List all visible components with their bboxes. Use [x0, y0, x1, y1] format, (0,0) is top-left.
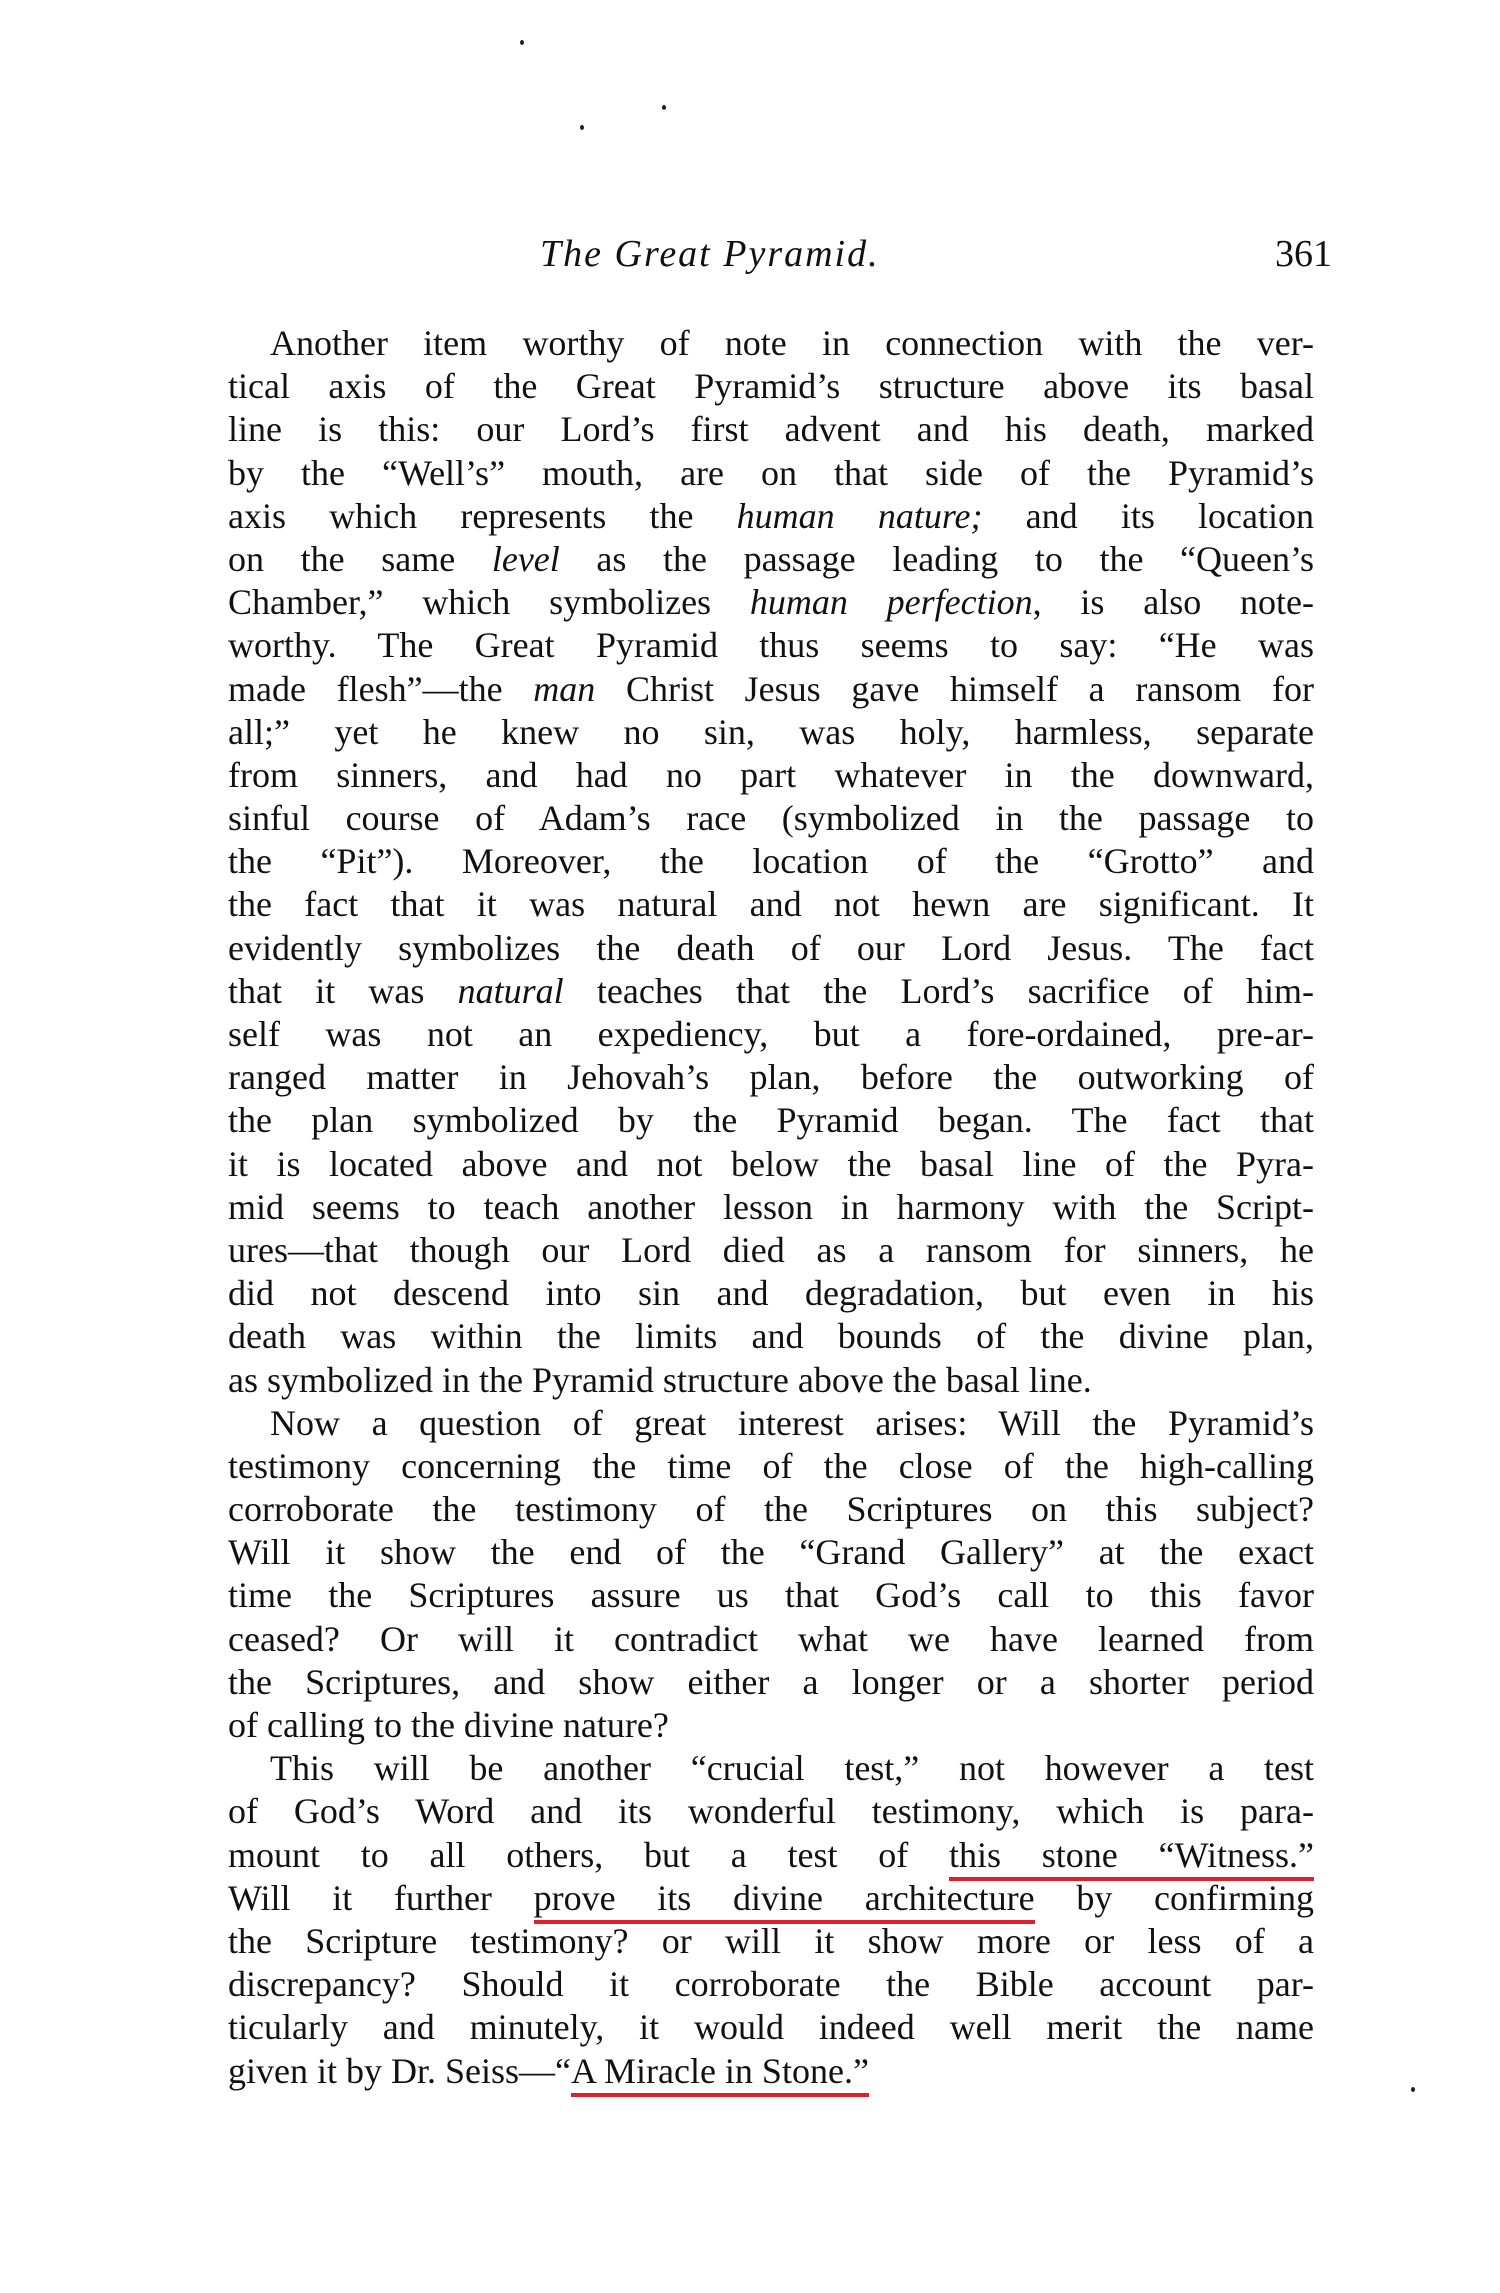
text-span: Another item worthy of note in connection with the ver- [270, 323, 1314, 363]
scan-speck [1411, 2087, 1415, 2092]
text-span: evidently symbolizes the death of our Lord Jesus. The fact [228, 927, 1314, 968]
text-line [228, 1099, 1314, 1142]
text-span: line is this: our Lord’s first advent and his death, marked [228, 409, 1314, 450]
text-span: it is located above and not below the basal line of the Pyra- [228, 1143, 1314, 1184]
text-span: from sinners, and had no part whatever in the downward, [228, 754, 1314, 795]
text-span: self was not an expediency, but a fore-ordained, pre-ar- [228, 1014, 1314, 1054]
text-line [228, 1402, 1314, 1445]
text-span: on the same [228, 538, 492, 579]
red-underline-highlight: A Miracle in Stone.” [571, 2051, 869, 2097]
text-span: ceased? Or will it contradict what we have learned from [228, 1618, 1314, 1659]
text-line [228, 1272, 1314, 1315]
italic-text: human perfection [749, 582, 1033, 623]
text-span: , is also note- [1032, 582, 1314, 623]
text-span: This will be another “crucial test,” not however a test [270, 1748, 1314, 1789]
text-line [228, 365, 1314, 408]
text-span: all;” yet he knew no sin, was holy, harmless, separate [228, 711, 1314, 752]
text-span: the fact that it was natural and not hewn are significant. It [228, 884, 1314, 925]
text-span: time the Scriptures assure us that God’s call to this favor [228, 1575, 1314, 1616]
text-line [228, 797, 1314, 840]
text-line [228, 408, 1314, 451]
text-line [228, 927, 1314, 970]
text-span: the Scriptures, and show either a longer or a shorter period [228, 1661, 1314, 1702]
text-line [228, 1013, 1314, 1056]
text-span: teaches that the Lord’s sacrifice of him- [563, 970, 1314, 1011]
text-line [228, 883, 1314, 926]
text-span: the Scripture testimony? or will it show more or less of a [228, 1920, 1314, 1961]
text-line [228, 840, 1314, 883]
text-span: by the “Well’s” mouth, are on that side of the Pyramid’s [228, 452, 1314, 493]
text-line [228, 1661, 1314, 1704]
text-span: ranged matter in Jehovah’s plan, before the outworking of [228, 1057, 1314, 1098]
text-span: of calling to the divine nature? [228, 1705, 669, 1745]
text-line [228, 495, 1314, 538]
body-text [228, 322, 1314, 2093]
text-span: mount to all others, but a test of [228, 1834, 949, 1875]
text-line [228, 1445, 1314, 1488]
text-span: sinful course of Adam’s race (symbolized in the passage to [228, 798, 1314, 839]
text-line [228, 624, 1314, 667]
text-span: Will it show the end of the “Grand Gallery” at the exact [228, 1532, 1314, 1573]
text-span: made flesh”—the [228, 668, 534, 709]
italic-text: level [491, 538, 560, 579]
text-line [228, 538, 1314, 581]
text-span: by confirming [1034, 1877, 1314, 1918]
italic-text: natural [457, 970, 564, 1011]
text-line [228, 1359, 1314, 1402]
scan-speck [520, 40, 524, 45]
text-span: discrepancy? Should it corroborate the Bible account par- [228, 1964, 1314, 2005]
text-line [228, 1574, 1314, 1617]
text-line [228, 1143, 1314, 1186]
text-span: did not descend into sin and degradation, but even in his [228, 1273, 1314, 1314]
scan-speck [662, 105, 666, 110]
text-line [228, 1056, 1314, 1099]
text-line [228, 1531, 1314, 1574]
text-span: corroborate the testimony of the Scriptures on this subject? [228, 1489, 1314, 1530]
text-line [228, 711, 1314, 754]
text-line [228, 1229, 1314, 1272]
text-span: given it by Dr. Seiss—“ [228, 2050, 571, 2091]
text-span: as the passage leading to the “Queen’s [559, 538, 1315, 579]
italic-text: man [533, 668, 596, 709]
text-line [228, 1790, 1314, 1833]
text-span: the “Pit”). Moreover, the location of the “Grotto” and [228, 841, 1314, 882]
text-line [228, 970, 1314, 1013]
text-line [228, 1186, 1314, 1229]
text-span: worthy. The Great Pyramid thus seems to say: “He was [228, 625, 1314, 666]
text-line [228, 581, 1314, 624]
text-span: axis which represents the [228, 495, 737, 536]
text-span: Will it further [228, 1877, 534, 1918]
text-span: that it was [228, 970, 458, 1011]
text-line [228, 322, 1314, 365]
text-span: death was within the limits and bounds of the divine plan, [228, 1316, 1314, 1357]
text-span: ures—that though our Lord died as a ransom for sinners, he [228, 1229, 1314, 1270]
text-span: Chamber,” which symbolizes [228, 582, 750, 623]
text-line [228, 1834, 1314, 1877]
text-line [228, 1488, 1314, 1531]
text-span: Now a question of great interest arises: Will the Pyramid’s [270, 1402, 1314, 1443]
page-number: 361 [1275, 233, 1332, 275]
text-line [228, 1963, 1314, 2006]
red-underline-highlight: this stone “Witness.” [949, 1835, 1314, 1881]
text-line [228, 668, 1314, 711]
text-line [228, 1747, 1314, 1790]
text-line [228, 2050, 1314, 2093]
text-span: the plan symbolized by the Pyramid began. The fact that [228, 1100, 1314, 1141]
text-span: and its location [982, 495, 1314, 536]
text-line [228, 754, 1314, 797]
text-line [228, 1704, 1314, 1747]
text-line [228, 1315, 1314, 1358]
text-line [228, 452, 1314, 495]
text-span: mid seems to teach another lesson in harmony with the Script- [228, 1186, 1314, 1227]
text-line [228, 1877, 1314, 1920]
red-underline-highlight: prove its divine architecture [534, 1878, 1035, 1924]
text-span: Christ Jesus gave himself a ransom for [595, 668, 1314, 709]
text-span: ticularly and minutely, it would indeed well merit the name [228, 2007, 1314, 2048]
text-line [228, 1618, 1314, 1661]
running-title: The Great Pyramid. [540, 233, 880, 275]
text-span: as symbolized in the Pyramid structure above the basal line. [228, 1359, 1092, 1400]
scan-speck [580, 125, 584, 130]
italic-text: human nature; [736, 495, 983, 536]
text-line [228, 1920, 1314, 1963]
text-span: tical axis of the Great Pyramid’s structure above its basal [228, 366, 1314, 407]
text-span: testimony concerning the time of the close of the high-calling [228, 1445, 1314, 1486]
text-span: of God’s Word and its wonderful testimony, which is para- [228, 1791, 1314, 1832]
text-line [228, 2006, 1314, 2049]
